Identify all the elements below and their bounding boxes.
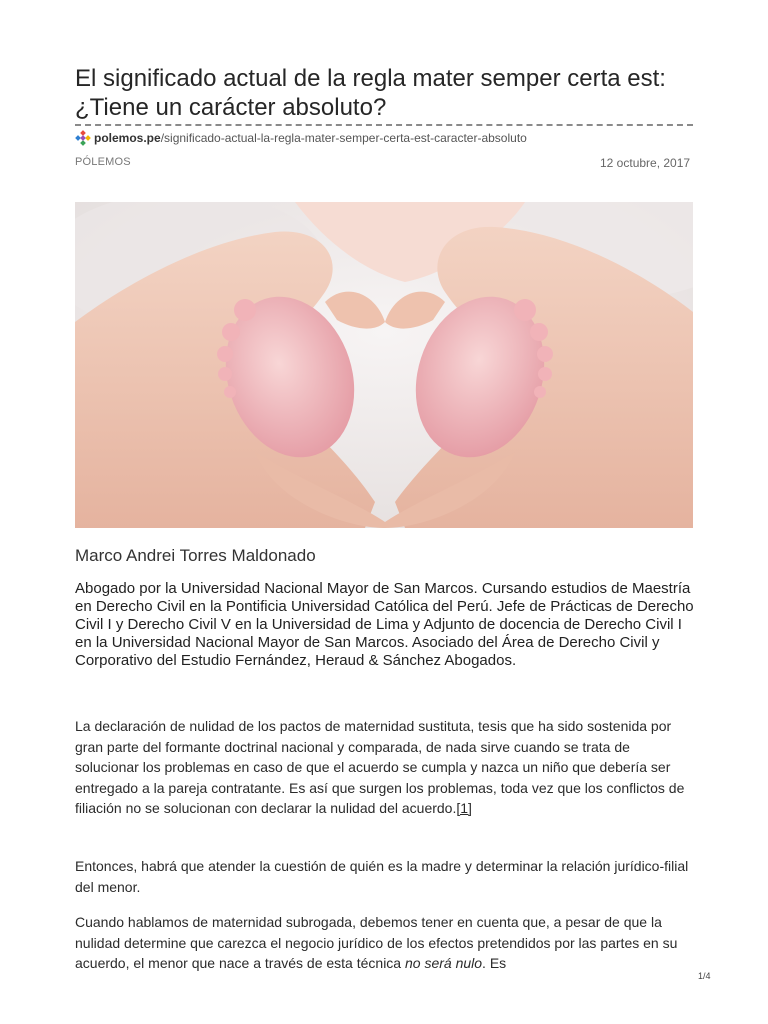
author-bio: Abogado por la Universidad Nacional Mayor de San Marcos. Cursando estudios de Maestría en Derecho Civil en la Pontificia Universidad Católica del Perú. Jefe de Prácticas de Derecho Civil I y Derecho Civil V en la Universidad de Lima y Adjunto de docencia de Derecho Civil I en la Universidad Nacional Mayor de San Marcos. Asociado del Área de Derecho Civil y Corporativo del Estudio Fernández, Heraud & Sánchez Abogados. bbox=[75, 580, 694, 669]
title-divider bbox=[75, 124, 693, 126]
page-number: 1/4 bbox=[698, 971, 711, 981]
source-url[interactable] bbox=[75, 130, 527, 146]
paragraph-3-emphasis: no será nulo bbox=[404, 955, 483, 971]
baby-feet-hands-illustration bbox=[75, 202, 693, 528]
footnote-link-1[interactable]: [1] bbox=[456, 800, 472, 816]
paragraph-3 bbox=[75, 912, 695, 974]
author-name: Marco Andrei Torres Maldonado bbox=[75, 546, 316, 565]
paragraph-3-text: Cuando hablamos de maternidad subrogada, debemos tener en cuenta que, a pesar de que la nulidad determine que carezca el negocio jurídico de los efectos pretendidos por las partes en su acuerdo, el menor que nace a través de esta técnica bbox=[75, 914, 678, 971]
source-path: /significado-actual-la-regla-mater-semper-certa-est-caracter-absoluto bbox=[160, 131, 527, 145]
publisher-name: PÓLEMOS bbox=[75, 156, 131, 168]
paragraph-1 bbox=[75, 716, 695, 819]
hero-image bbox=[75, 202, 693, 528]
paragraph-3-tail: . Es bbox=[482, 955, 507, 971]
article-title: El significado actual de la regla mater semper certa est: ¿Tiene un carácter absoluto? bbox=[75, 65, 666, 121]
polemos-logo-icon bbox=[75, 130, 91, 146]
source-domain: polemos.pe bbox=[94, 131, 161, 145]
paragraph-1-text: La declaración de nulidad de los pactos de maternidad sustituta, tesis que ha sido sostenida por gran parte del formante doctrinal nacional y comparada, de nada sirve cuando se trata de solucionar los problemas en caso de que el acuerdo se cumpla y nazca un niño que debería ser entregado a la pareja contratante. Es así que surgen los problemas, toda vez que los conflictos de filiación no se solucionan con declarar la nulidad del acuerdo. bbox=[75, 718, 685, 816]
publish-date: 12 octubre, 2017 bbox=[600, 156, 691, 170]
paragraph-2: Entonces, habrá que atender la cuestión de quién es la madre y determinar la relación jurídico-filial del menor. bbox=[75, 858, 689, 895]
